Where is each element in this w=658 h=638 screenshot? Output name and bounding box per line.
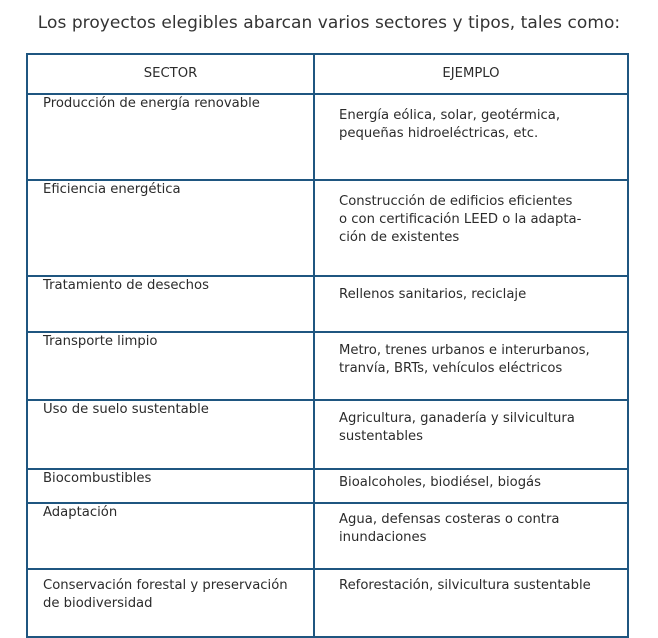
example-line: pequeñas hidroeléctricas, etc. xyxy=(339,126,539,141)
example-cell xyxy=(314,94,628,180)
sector-cell xyxy=(27,94,314,180)
sector-text: de biodiversidad xyxy=(43,596,153,611)
example-cell xyxy=(314,180,628,276)
example-line: Metro, trenes urbanos e interurbanos, xyxy=(339,343,590,358)
table-row xyxy=(27,94,628,180)
header-example: EJEMPLO xyxy=(314,54,628,94)
sector-cell xyxy=(27,503,314,569)
intro-heading: Los proyectos elegibles abarcan varios sectores y tipos, tales como: xyxy=(37,13,621,33)
example-cell xyxy=(314,276,628,332)
example-line: Agricultura, ganadería y silvicultura xyxy=(339,411,575,426)
table-header-row xyxy=(27,54,628,94)
table-row xyxy=(27,469,628,503)
example-line: o con certificación LEED o la adapta- xyxy=(339,212,582,227)
sector-cell xyxy=(27,332,314,400)
sector-cell xyxy=(27,569,314,637)
sector-text: Transporte limpio xyxy=(43,334,158,349)
table-row xyxy=(27,180,628,276)
sector-text: Producción de energía renovable xyxy=(43,96,260,111)
example-line: Bioalcoholes, biodiésel, biogás xyxy=(339,475,542,490)
example-line: Agua, defensas costeras o contra xyxy=(339,512,560,527)
example-cell xyxy=(314,503,628,569)
table-row xyxy=(27,332,628,400)
example-line: inundaciones xyxy=(339,530,427,545)
sector-cell xyxy=(27,180,314,276)
sector-cell xyxy=(27,276,314,332)
example-cell xyxy=(314,569,628,637)
sector-cell xyxy=(27,400,314,469)
example-line: tranvía, BRTs, vehículos eléctricos xyxy=(339,361,563,376)
sector-text: Eficiencia energética xyxy=(43,182,181,197)
sector-cell xyxy=(27,469,314,503)
example-line: ción de existentes xyxy=(339,230,460,245)
table-row xyxy=(27,276,628,332)
table-row xyxy=(27,503,628,569)
table-row xyxy=(27,569,628,637)
sector-text: Tratamiento de desechos xyxy=(43,278,209,293)
header-sector: SECTOR xyxy=(27,54,314,94)
example-line: Reforestación, silvicultura sustentable xyxy=(339,578,591,593)
sector-text: Uso de suelo sustentable xyxy=(43,402,209,417)
sector-text: Conservación forestal y preservación xyxy=(43,578,288,593)
example-cell xyxy=(314,332,628,400)
example-line: sustentables xyxy=(339,429,424,444)
example-cell xyxy=(314,400,628,469)
example-line: Energía eólica, solar, geotérmica, xyxy=(339,108,561,123)
sector-text: Biocombustibles xyxy=(43,471,152,486)
example-line: Rellenos sanitarios, reciclaje xyxy=(339,287,527,302)
sectors-table xyxy=(26,53,629,638)
table-row xyxy=(27,400,628,469)
example-cell xyxy=(314,469,628,503)
sector-text: Adaptación xyxy=(43,505,118,520)
example-line: Construcción de edificios eficientes xyxy=(339,194,573,209)
